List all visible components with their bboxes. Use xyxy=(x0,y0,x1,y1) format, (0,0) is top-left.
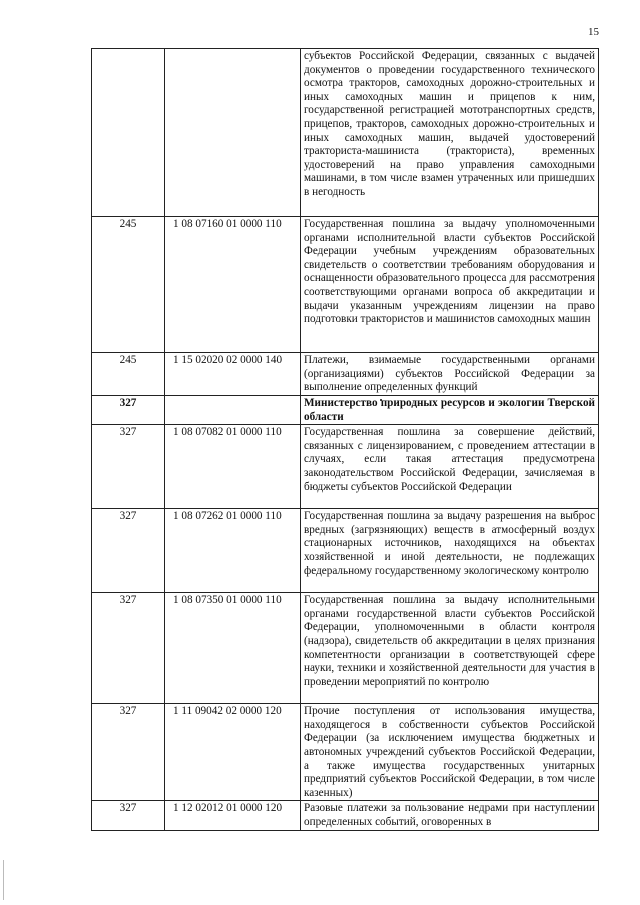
table-row xyxy=(92,425,599,509)
revenue-name-cell: Разовые платежи за пользование недрами при наступлении определенных событий, оговоренных в xyxy=(301,801,599,831)
revenue-code-cell: 1 12 02012 01 0000 120 xyxy=(165,801,301,831)
revenue-name-cell: Государственная пошлина за выдачу уполномоченными органами исполнительной власти субъектов Российской Федерации учебным учреждениям образовательных свидетельств о соответствии требованиям оборудования и оснащенности образовательного процесса для рассмотрения соответствующими органами вопроса об аккредитации и выдачи указанным учреждениям лицензии на право подготовки трактористов и машинистов самоходных машин xyxy=(301,217,599,353)
table-row xyxy=(92,509,599,593)
revenue-name-cell: Платежи, взимаемые государственными органами (организациями) субъектов Российской Федерации за выполнение определенных функций xyxy=(301,353,599,396)
revenue-code-cell: 1 11 09042 02 0000 120 xyxy=(165,704,301,801)
revenue-code-cell: 1 08 07082 01 0000 110 xyxy=(165,425,301,509)
scan-edge-mark xyxy=(3,860,4,900)
revenue-name-cell: субъектов Российской Федерации, связанных с выдачей документов о проведении государственного технического осмотра тракторов, самоходных дорожно-строительных и иных самоходных машин и прицепов к ним, государственной регистрацией мототранспортных средств, прицепов, тракторов, самоходных дорожно-строительных и иных самоходных машин, выдачей удостоверений тракториста-машиниста (тракториста), временных удостоверений на право управления самоходными машинами, в том числе взамен утраченных или пришедших в негодность xyxy=(301,49,599,217)
revenue-code-cell: 1 08 07160 01 0000 110 xyxy=(165,217,301,353)
admin-code-cell xyxy=(92,49,165,217)
table-row xyxy=(92,593,599,704)
admin-code-cell: 327 xyxy=(92,509,165,593)
admin-code-cell: 327 xyxy=(92,593,165,704)
admin-code-cell: 327 xyxy=(92,704,165,801)
revenue-code-cell xyxy=(165,396,301,425)
revenue-name-cell: Государственная пошлина за совершение действий, связанных с лицензированием, с проведением аттестации в случаях, если такая аттестация предусмотрена законодательством Российской Федерации, зачисляемая в бюджеты субъектов Российской Федерации xyxy=(301,425,599,509)
admin-code-cell: 245 xyxy=(92,217,165,353)
revenue-code-cell: 1 08 07350 01 0000 110 xyxy=(165,593,301,704)
revenue-name-cell: Министерство природных ресурсов и экологии Тверской области xyxy=(301,396,599,425)
revenue-name-cell: Государственная пошлина за выдачу исполнительными органами государственной власти субъектов Российской Федерации, уполномоченными в области контроля (надзора), свидетельств об аккредитации в целях признания компетентности организации в соответствующей сфере науки, техники и хозяйственной деятельности для участия в проведении мероприятий по контролю xyxy=(301,593,599,704)
table-row xyxy=(92,801,599,831)
table-row xyxy=(92,217,599,353)
revenue-code-cell: 1 15 02020 02 0000 140 xyxy=(165,353,301,396)
admin-code-cell: 327 xyxy=(92,801,165,831)
page-number: 15 xyxy=(588,26,599,38)
admin-code-cell: 245 xyxy=(92,353,165,396)
revenue-name-cell: Прочие поступления от использования имущества, находящегося в собственности субъектов Российской Федерации (за исключением имущества бюджетных и автономных учреждений субъектов Российской Федерации, а также имущества государственных унитарных предприятий субъектов Российской Федерации, в том числе казенных) xyxy=(301,704,599,801)
table-row xyxy=(92,353,599,396)
revenue-name-cell: Государственная пошлина за выдачу разрешения на выброс вредных (загрязняющих) веществ в атмосферный воздух стационарных источников, находящихся на объектах хозяйственной и иной деятельности, не подлежащих федеральному государственному экологическому контролю xyxy=(301,509,599,593)
table-row xyxy=(92,704,599,801)
table-body xyxy=(92,49,599,831)
revenue-code-cell xyxy=(165,49,301,217)
admin-code-cell: 327 xyxy=(92,425,165,509)
table-row xyxy=(92,49,599,217)
revenue-codes-table xyxy=(91,48,599,831)
revenue-code-cell: 1 08 07262 01 0000 110 xyxy=(165,509,301,593)
admin-code-cell: 327 xyxy=(92,396,165,425)
table-section-header-row xyxy=(92,396,599,425)
